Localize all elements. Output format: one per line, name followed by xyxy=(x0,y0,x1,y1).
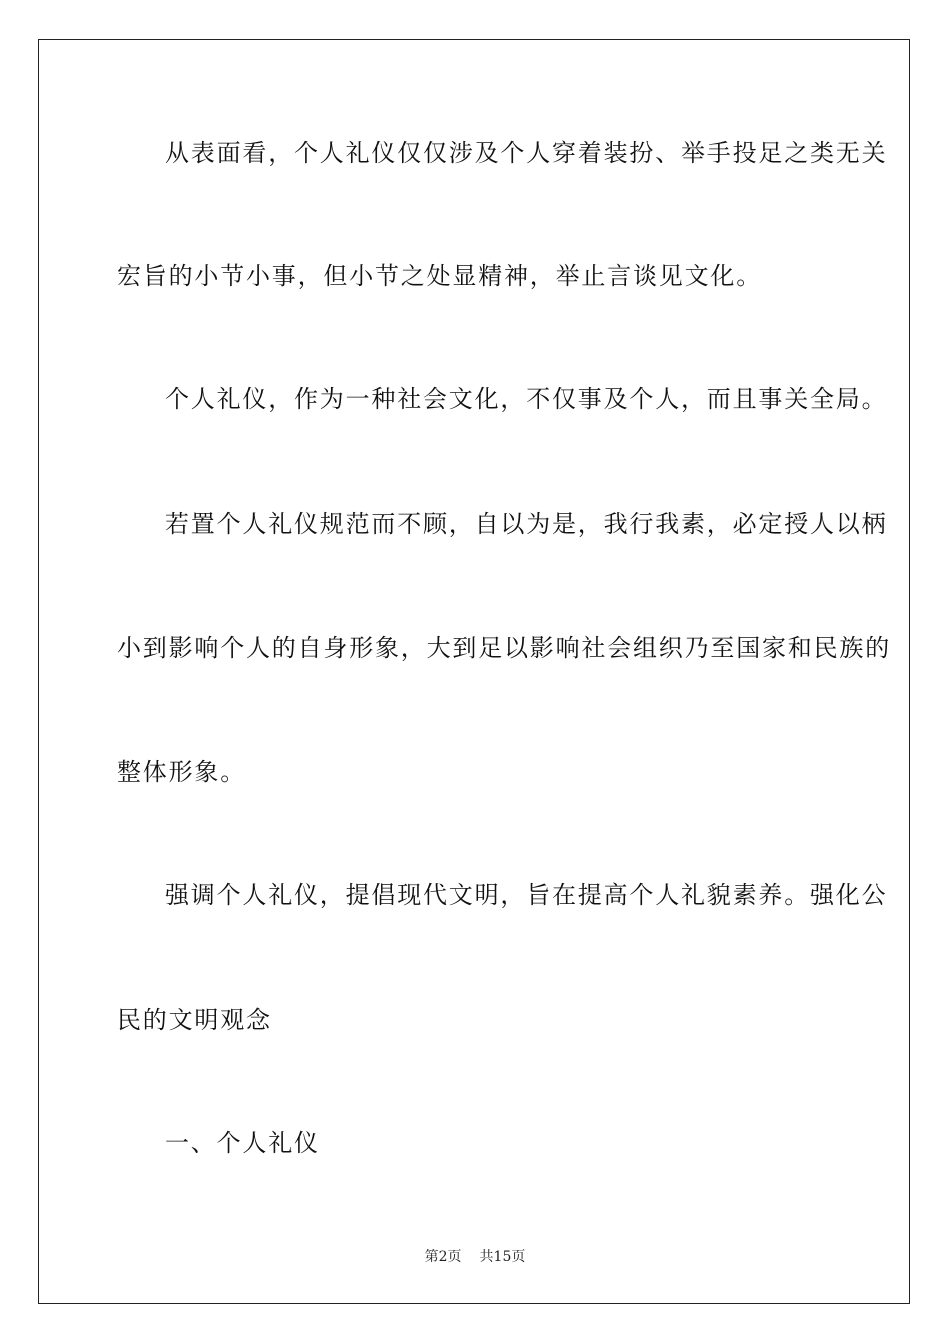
page-border xyxy=(38,39,910,1304)
paragraph-1-line-2: 宏旨的小节小事，但小节之处显精神，举止言谈见文化。 xyxy=(117,262,762,290)
paragraph-4-line-1: 强调个人礼仪，提倡现代文明，旨在提高个人礼貌素养。强化公 xyxy=(165,881,888,909)
paragraph-2-line-1: 个人礼仪，作为一种社会文化，不仅事及个人，而且事关全局。 xyxy=(165,385,888,413)
total-pages: 共15页 xyxy=(479,1249,526,1265)
paragraph-1-line-1: 从表面看，个人礼仪仅仅涉及个人穿着装扮、举手投足之类无关 xyxy=(165,139,888,167)
page-footer xyxy=(0,1248,950,1266)
page-number: 第2页 xyxy=(424,1249,462,1265)
paragraph-3-line-3: 整体形象。 xyxy=(117,758,246,786)
paragraph-3-line-2: 小到影响个人的自身形象，大到足以影响社会组织乃至国家和民族的 xyxy=(117,634,891,662)
paragraph-3-line-1: 若置个人礼仪规范而不顾，自以为是，我行我素，必定授人以柄 xyxy=(165,510,888,538)
section-heading: 一、个人礼仪 xyxy=(165,1129,320,1157)
paragraph-4-line-2: 民的文明观念 xyxy=(117,1006,272,1034)
